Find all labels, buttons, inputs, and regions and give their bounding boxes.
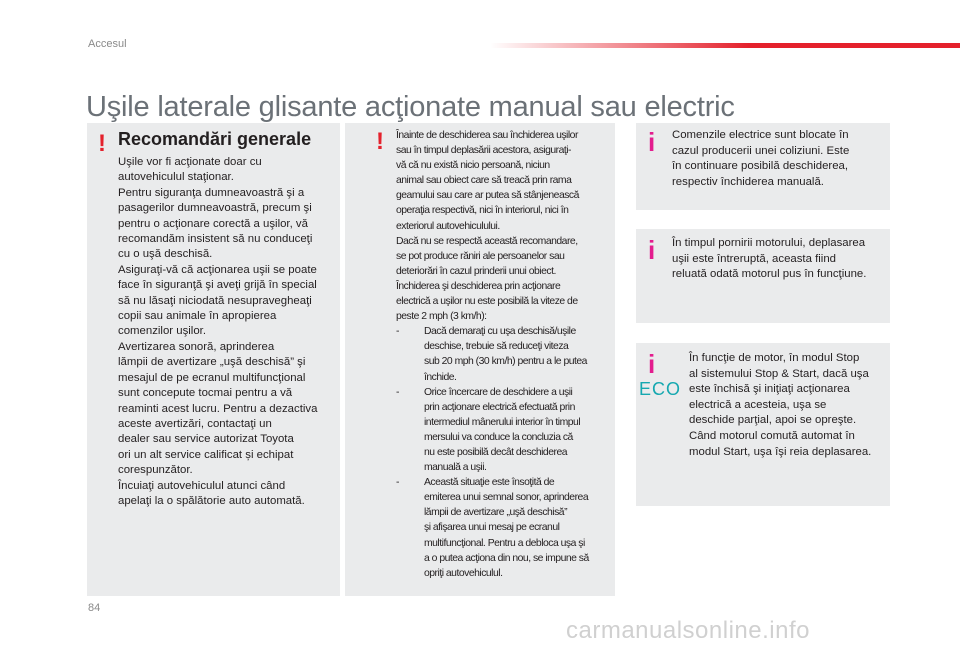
list-item: - Această situaţie este însoţită de emiterea unui semnal sonor, aprinderea lămpii de avertizare „uşă deschisă” şi afişarea unui mesaj pe ecranul multifuncţional. Pentru a debloca uşa şi a o putea acţiona din nou, se impune să opriţi autovehiculul. — [396, 475, 614, 581]
section-label: Accesul — [88, 38, 127, 50]
warning-paragraph-2: Dacă nu se respectă această recomandare, se pot produce răniri ale persoanelor sau deteriorări în cazul prinderii unui obiect. — [396, 235, 578, 277]
warning-icon: ! — [98, 130, 106, 157]
page-number: 84 — [88, 602, 101, 614]
warning-paragraph-1: Înainte de deschiderea sau închiderea uşilor sau în timpul deplasării acestora, asiguraţi- vă că nu există nicio persoană, niciun animal sau obiect care să treacă prin rama geamului sau care ar putea să stânjenească operaţia respectivă, nici în interiorul, nici în exteriorul autovehiculului. — [396, 130, 579, 232]
list-item: - Dacă demaraţi cu uşa deschisă/uşile deschise, trebuie să reduceţi viteza sub 20 mph (30 km/h) pentru a le putea închide. — [396, 324, 614, 384]
eco-icon: ECO — [639, 379, 682, 399]
watermark: carmanualsonline.info — [566, 617, 810, 644]
warning-paragraph-3: Închiderea şi deschiderea prin acţionare electrică a uşilor nu este posibilă la viteze de peste 2 mph (3 km/h): — [396, 280, 578, 323]
info-text-stop-start: În funcţie de motor, în modul Stop al sistemului Stop & Start, dacă uşa este închisă şi iniţiaţi acţionarea electrică a acesteia, uşa se deschide parţial, apoi se opreşte. Când motorul comută automat în modul Start, uşa îşi reia deplasarea. — [689, 352, 872, 458]
info-icon: i — [648, 127, 656, 157]
general-recommendations-text: Uşile vor fi acţionate doar cu autovehiculul staţionar. Pentru siguranţa dumneavoastră şi a pasagerilor dumneavoastră, precum şi pentru o acţionare corectă a uşilor, vă recomandăm insistent să nu conduceţi cu o uşă deschisă. Asiguraţi-vă că acţionarea uşii se poate face în siguranţă şi aveţi grijă în special să nu lăsaţi niciodată nesupravegheaţi copii sau animale în apropierea comenzilor uşilor. Avertizarea sonoră, aprinderea lămpii de avertizare „uşă deschisă” şi mesajul de pe ecranul multifuncţional sunt concepute tocmai pentru a vă reaminti acest lucru. Pentru a dezactiva aceste avertizări, contactaţi un dealer sau service autorizat Toyota ori un alt service calificat și echipat corespunzător. Încuiaţi autovehiculul atunci când apelaţi la o spălătorie auto automată. — [118, 156, 318, 507]
warning-icon: ! — [376, 128, 384, 155]
info-panel-stop-start — [636, 343, 890, 506]
page-title: Uşile laterale glisante acţionate manual sau electric — [86, 91, 735, 124]
list-item: - Orice încercare de deschidere a uşii prin acţionare electrică efectuată prin intermediul mânerului interior în timpul mersului va conduce la concluzia că nu este posibilă decât deschiderea manuală a uşii. — [396, 385, 614, 476]
info-panel-collision — [636, 123, 890, 210]
warning-text — [396, 128, 614, 581]
info-text-collision: Comenzile electrice sunt blocate în cazul producerii unei coliziuni. Este în continuare posibilă deschiderea, respectiv închiderea manuală. — [672, 129, 850, 188]
header-accent-bar — [490, 43, 960, 48]
info-icon: i — [648, 235, 656, 265]
warning-bullet-list — [396, 324, 614, 581]
panel-heading: Recomandări generale — [118, 129, 312, 149]
info-icon: i — [648, 349, 656, 379]
general-recommendations-panel — [87, 123, 340, 596]
info-panel-engine-start — [636, 229, 890, 323]
info-text-engine-start: În timpul pornirii motorului, deplasarea uşii este întreruptă, aceasta fiind reluată odată motorul pus în funcţiune. — [672, 237, 867, 281]
warning-panel — [345, 123, 615, 596]
